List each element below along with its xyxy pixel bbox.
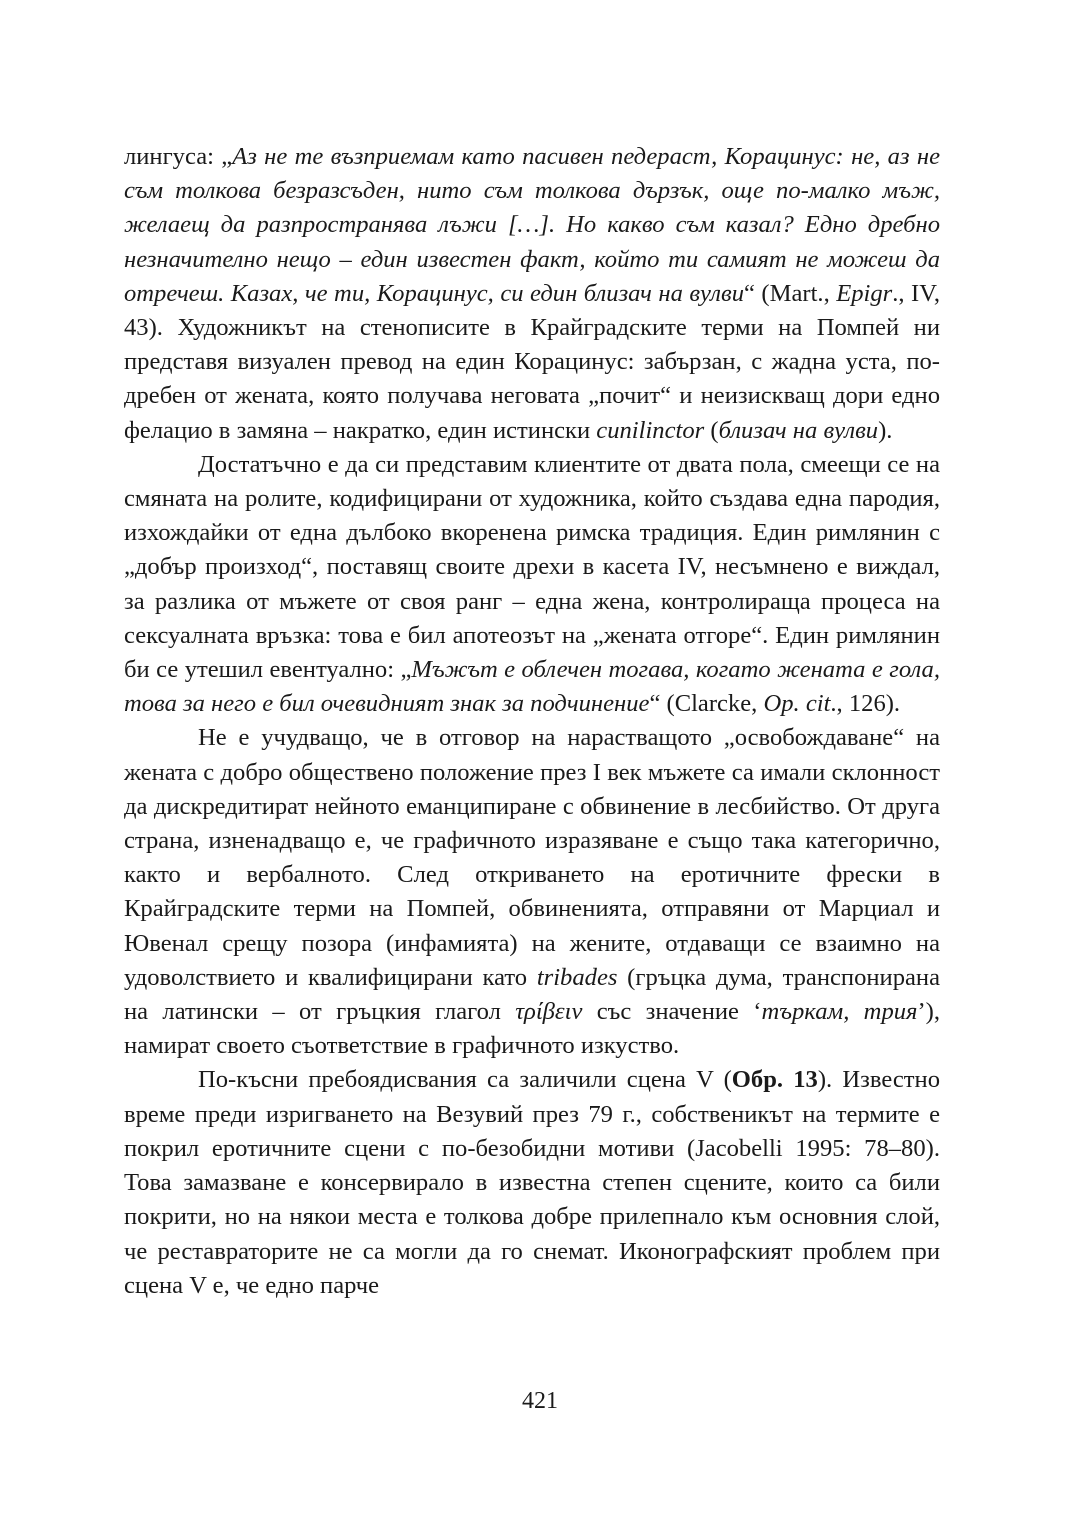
text-segment: Мъжът е облечен тогава, когато жената е гола, това за него е бил очевидният знак за подчинение <box>124 656 940 718</box>
text-segment: ( <box>704 416 719 444</box>
text-segment: лингуса: „ <box>124 143 233 170</box>
text-segment: tribades <box>536 963 618 991</box>
text-segment: cunilinctor <box>596 416 705 444</box>
text-segment: (гръцка дума, транспонирана на латински – от гръцкия глагол <box>124 963 940 1026</box>
text-segment: близач на вулви <box>718 416 879 444</box>
text-segment: “ (Mart., <box>744 279 837 307</box>
text-segment: Обр. 13 <box>731 1066 818 1094</box>
page-number: 421 <box>522 1388 558 1414</box>
paragraph-1 <box>124 140 940 448</box>
text-segment: ., 126). <box>830 690 901 718</box>
text-segment: “ (Clarcke, <box>649 690 764 718</box>
text-segment: със значение ‘ <box>582 998 762 1026</box>
text-segment: τρίβειν <box>515 998 583 1026</box>
text-segment: търкам, трия <box>761 998 918 1026</box>
text-segment: По-късни пребоядисвания са заличили сцена V ( <box>198 1066 732 1094</box>
text-segment: Аз не те възприемам като пасивен педераст, Корацинус: не, аз не съм толкова безразсъден, нито съм толкова дързък, още по-малко мъж, желаещ да разпространява лъжи […]. Но какво съм казал? Едно дребно незначително нещо – един известен факт, който ти самият не можеш да отречеш. Казах, че ти, Корацинус, си един близач на вулви <box>124 143 941 307</box>
text-segment: Op. cit <box>763 690 831 718</box>
paragraph-3 <box>124 721 940 1063</box>
text-segment: ’), намират своето съответствие в графичното изкуство. <box>124 998 940 1060</box>
text-segment: Epigr <box>836 279 893 307</box>
text-segment: Достатъчно е да си представим клиентите от двата пола, смеещи се на смяната на ролите, кодифицирани от художника, който създава една пародия, изхождайки от една дълбоко вкоренена римска традиция. Един римлянин с „добър произход“, поставящ своите дрехи в касета IV, несъмнено е виждал, за разлика от мъжете от своя ранг – една жена, контролираща процеса на сексуалната връзка: това е бил апотеозът на „жената отгоре“. Един римлянин би се утешил евентуално: „ <box>124 450 940 684</box>
text-segment: ). <box>878 416 893 444</box>
paragraph-4 <box>124 1063 940 1302</box>
text-segment: ). Известно време преди изригването на Везувий през 79 г., собственикът на термите е покрил еротичните сцени с по-безобидни мотиви (Jacobelli 1995: 78–80). Това замазване е консервирало в известна степен сцените, които са били покрити, но на някои места е толкова добре прилепнало към основния слой, че реставраторите не са могли да го снемат. Иконографският проблем при сцена V е, че едно парче <box>124 1066 940 1299</box>
text-segment: Не е учудващо, че в отговор на нарастващото „освобождаване“ на жената с добро обществено положение през I век мъжете са имали склонност да дискредитират нейното еманципиране с обвинение в лесбийство. От друга страна, изненадващо е, че графичното изразяване е също така категорично, както и вербалното. След откриването на еротичните фрески в Крайградските терми на Помпей, обвиненията, отправяни от Марциал и Ювенал срещу позора (инфамията) на жените, отдаващи се взаимно на удоволствието и квалифицирани като <box>124 724 940 991</box>
main-text <box>124 140 940 1303</box>
text-segment: ., IV, 43). Художникът на стенописите в Крайградските терми на Помпей ни представя визуален превод на един Корацинус: забързан, с жадна уста, по-дребен от жената, която получава неговата „почит“ и неизискващ дори едно фелацио в замяна – накратко, един истински <box>124 279 940 444</box>
paragraph-2 <box>124 448 940 722</box>
